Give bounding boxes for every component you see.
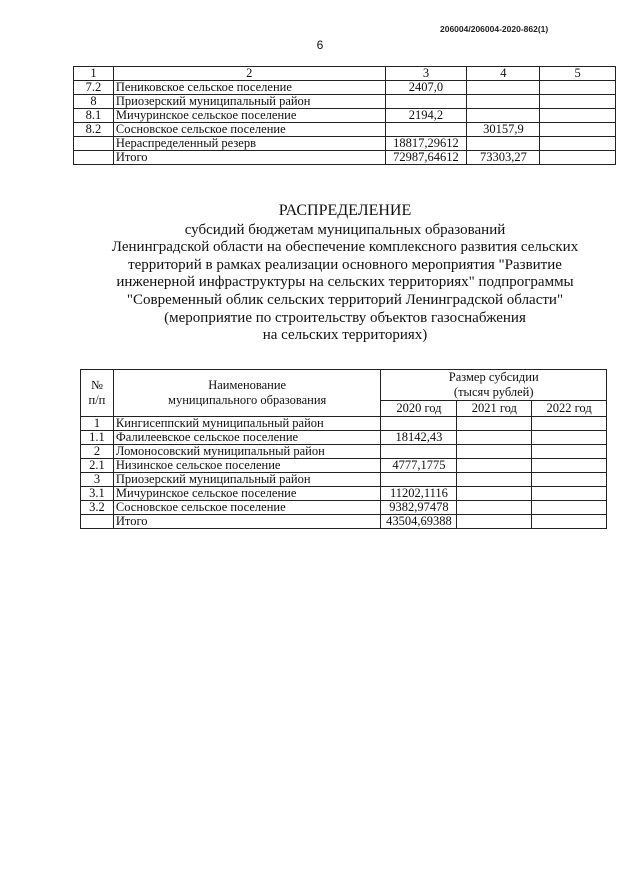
value-cell [532,487,607,501]
year-header: 2020 год [381,401,457,417]
row-number [74,151,114,165]
page-number: 6 [316,38,324,52]
value-cell [457,459,532,473]
row-number: 7.2 [74,81,114,95]
value-cell [457,501,532,515]
table-row [81,473,607,487]
distribution-title [60,202,630,345]
table-row [81,515,607,529]
municipality-name: Нераспределенный резерв [113,137,385,151]
value-cell [532,445,607,459]
header-cell: 3 [385,67,467,81]
value-cell: 18142,43 [381,431,457,445]
municipality-name: Сосновское сельское поселение [113,123,385,137]
value-cell [457,445,532,459]
header-text: муниципального образования [168,393,327,407]
year-header: 2022 год [532,401,607,417]
value-cell [532,417,607,431]
row-number: 1 [81,417,114,431]
table-row [74,95,616,109]
municipality-name: Пениковское сельское поселение [113,81,385,95]
row-number [74,137,114,151]
municipality-name: Приозерский муниципальный район [113,473,381,487]
municipality-name: Мичуринское сельское поселение [113,487,381,501]
title-line: (мероприятие по строительству объектов газоснабжения [164,309,526,326]
title-line: на сельских территориях) [262,327,428,344]
value-cell [540,123,616,137]
value-cell [532,459,607,473]
table-row [74,151,616,165]
header-cell: 4 [467,67,540,81]
value-cell: 2407,0 [385,81,467,95]
table-row [74,123,616,137]
value-cell [467,95,540,109]
title-heading: РАСПРЕДЕЛЕНИЕ [278,202,412,219]
year-header: 2021 год [457,401,532,417]
title-line: Ленинградской области на обеспечение комплексного развития сельских [111,239,579,256]
value-cell [385,123,467,137]
municipality-name: Мичуринское сельское поселение [113,109,385,123]
table-header-row [74,67,616,81]
value-cell [381,473,457,487]
table-row [81,445,607,459]
value-cell: 43504,69388 [381,515,457,529]
table-row [81,487,607,501]
subsidy-distribution-table [80,369,607,529]
row-number: 8.1 [74,109,114,123]
value-cell [540,151,616,165]
municipality-name: Итого [113,151,385,165]
value-cell: 11202,1116 [381,487,457,501]
value-cell [540,81,616,95]
value-cell [532,431,607,445]
value-cell: 4777,1775 [381,459,457,473]
title-line: субсидий бюджетам муниципальных образований [184,221,506,238]
table-row [81,501,607,515]
col-name-header [113,370,381,417]
title-line: территорий в рамках реализации основного мероприятия "Развитие [128,256,562,273]
row-number: 2.1 [81,459,114,473]
value-cell [532,515,607,529]
row-number: 1.1 [81,431,114,445]
header-text: (тысяч рублей) [453,385,534,399]
header-text: Размер субсидии [448,370,539,384]
municipality-name: Ломоносовский муниципальный район [113,445,381,459]
col-number-header [81,370,114,417]
value-cell: 72987,64612 [385,151,467,165]
value-cell [457,431,532,445]
value-cell [532,473,607,487]
value-cell [540,95,616,109]
value-cell: 9382,97478 [381,501,457,515]
table-row [74,137,616,151]
value-cell [457,487,532,501]
municipality-name: Итого [113,515,381,529]
row-number: 8 [74,95,114,109]
value-cell: 73303,27 [467,151,540,165]
value-cell: 2194,2 [385,109,467,123]
municipality-name: Низинское сельское поселение [113,459,381,473]
value-cell [540,109,616,123]
value-cell [381,417,457,431]
header-cell: 2 [113,67,385,81]
row-number [81,515,114,529]
municipality-name: Кингисеппский муниципальный район [113,417,381,431]
row-number: 3 [81,473,114,487]
municipality-name: Фалилеевское сельское поселение [113,431,381,445]
value-cell [381,445,457,459]
header-text: Наименование [208,378,287,392]
value-cell [532,501,607,515]
value-cell [540,137,616,151]
value-cell [457,515,532,529]
value-cell: 30157,9 [467,123,540,137]
header-cell: 5 [540,67,616,81]
value-cell [385,95,467,109]
table-row [74,81,616,95]
document-id: 206004/206004-2020-862(1) [440,24,549,34]
value-cell [467,109,540,123]
value-cell [467,81,540,95]
row-number: 2 [81,445,114,459]
header-text: п/п [88,393,106,407]
municipality-name: Приозерский муниципальный район [113,95,385,109]
title-line: "Современный облик сельских территорий Ленинградской области" [126,291,564,308]
row-number: 8.2 [74,123,114,137]
table-row [81,459,607,473]
header-text: № [90,378,103,392]
value-cell [467,137,540,151]
header-cell: 1 [74,67,114,81]
row-number: 3.2 [81,501,114,515]
municipality-name: Сосновское сельское поселение [113,501,381,515]
col-subsidy-header [381,370,607,401]
value-cell [457,473,532,487]
table-row [81,417,607,431]
table-row [81,431,607,445]
row-number: 3.1 [81,487,114,501]
value-cell: 18817,29612 [385,137,467,151]
table-row [74,109,616,123]
title-line: инженерной инфраструктуры на сельских территориях" подпрограммы [116,274,574,291]
value-cell [457,417,532,431]
continuation-table [73,66,616,165]
table-header-row [81,370,607,401]
